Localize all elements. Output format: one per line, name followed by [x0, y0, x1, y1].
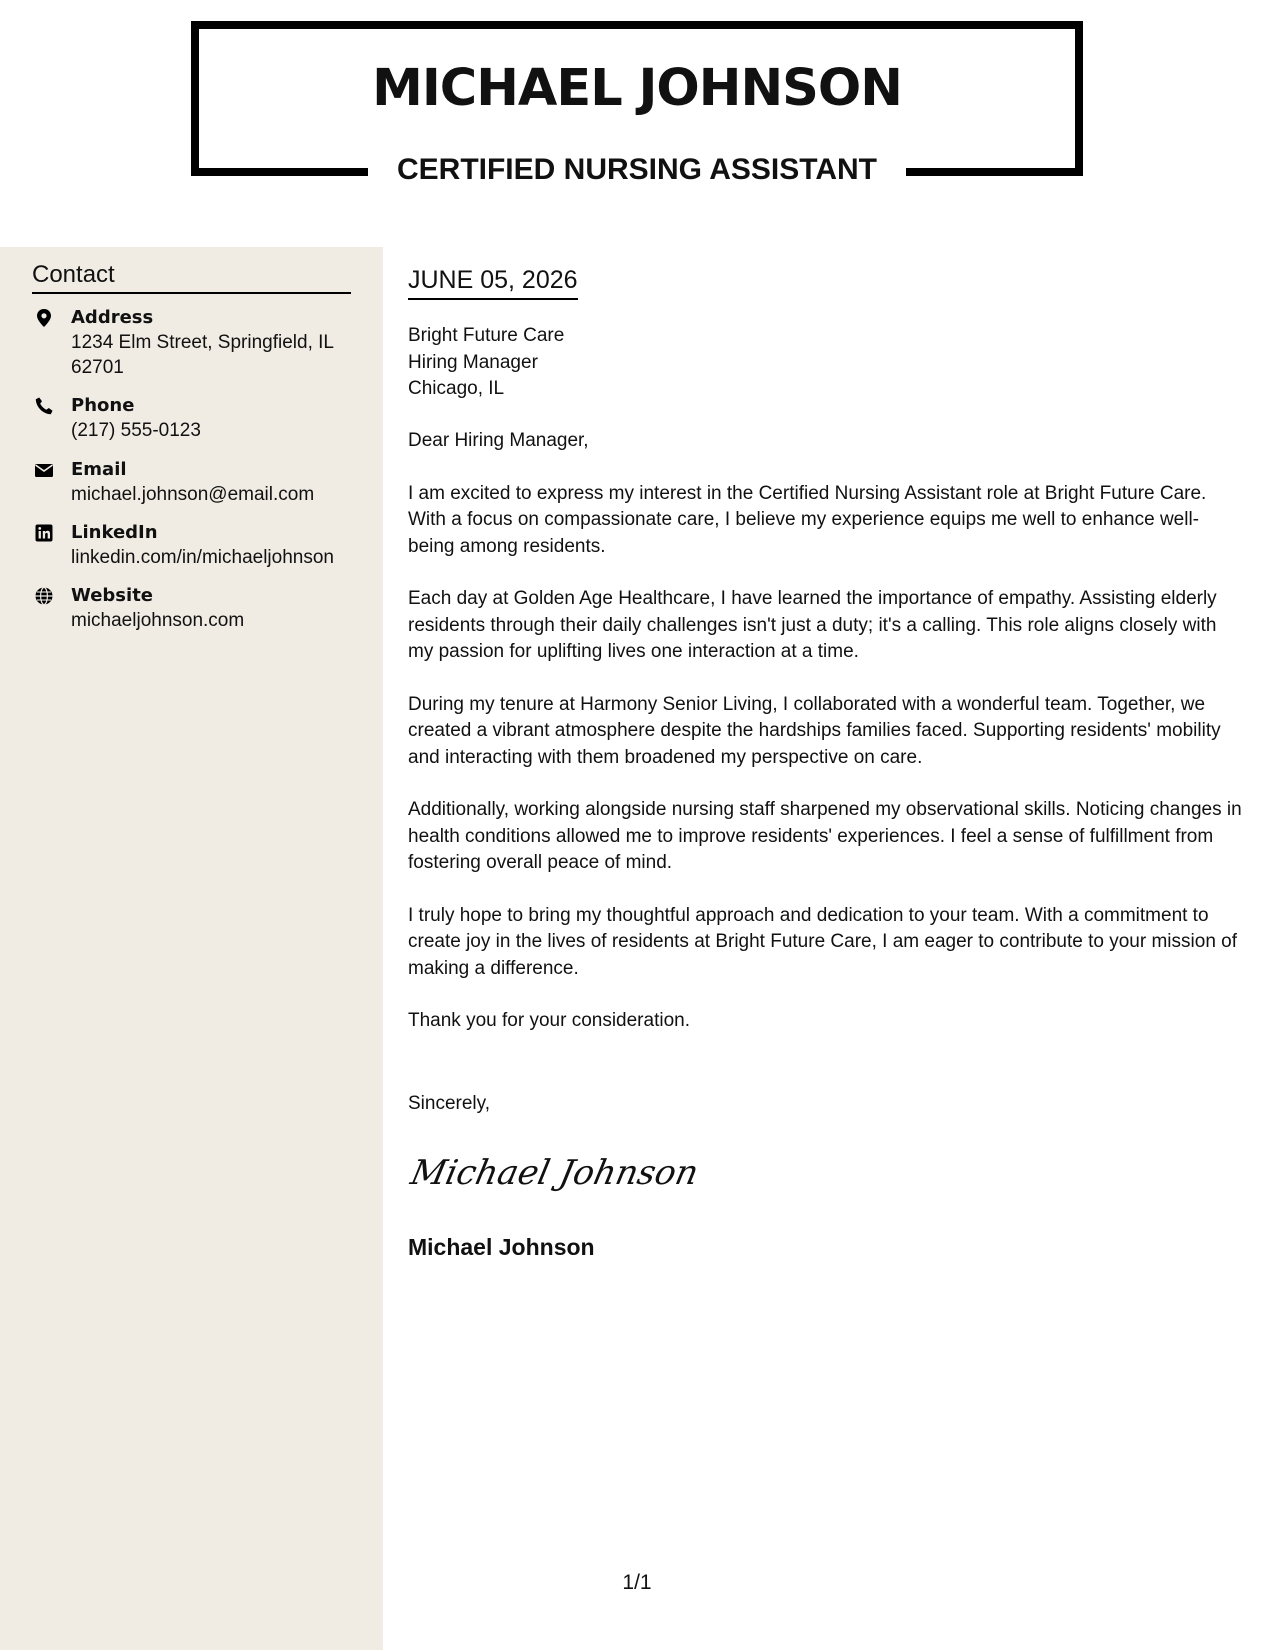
contact-label: LinkedIn — [71, 522, 158, 543]
recipient-company: Bright Future Care — [408, 325, 565, 346]
contact-value: linkedin.com/in/michaeljohnson — [71, 547, 334, 568]
letter-date: JUNE 05, 2026 — [408, 265, 578, 300]
page-number: 1/1 — [622, 1571, 652, 1594]
body-paragraph: I truly hope to bring my thoughtful approach and dedication to your team. With a commitment to create joy in the lives of residents at Bright Future Care, I am eager to contribute to your mission of making a difference. — [408, 904, 1238, 979]
contact-value: michaeljohnson.com — [71, 610, 245, 631]
phone-icon — [34, 396, 54, 416]
signer-name: Michael Johnson — [408, 1234, 595, 1260]
recipient-location: Chicago, IL — [408, 378, 505, 399]
signature-image — [407, 1142, 702, 1202]
body-paragraph: Thank you for your consideration. — [408, 1010, 690, 1031]
signature-text: Michael Johnson — [407, 1153, 702, 1193]
contact-value: 1234 Elm Street, Springfield, IL 62701 — [71, 332, 334, 378]
salutation: Dear Hiring Manager, — [408, 430, 589, 451]
linkedin-icon — [34, 523, 54, 543]
location-pin-icon — [34, 308, 54, 328]
contact-heading: Contact — [32, 261, 351, 294]
body-paragraph: Additionally, working alongside nursing staff sharpened my observational skills. Noticing changes in health conditions allowed me to improve residents' experiences. I feel a sense of fulfillment from fostering overall peace of mind. — [408, 799, 1242, 873]
globe-icon — [34, 586, 54, 606]
contact-label: Website — [71, 585, 154, 606]
body-paragraph: I am excited to express my interest in the Certified Nursing Assistant role at Bright Future Care. With a focus on compassionate care, I believe my experience equips me well to enhance well-being among residents. — [408, 482, 1207, 557]
contact-value: michael.johnson@email.com — [71, 484, 315, 505]
contact-label: Phone — [71, 395, 135, 416]
contact-value: (217) 555-0123 — [71, 420, 201, 441]
letter-body — [408, 428, 1243, 1061]
contact-label: Address — [71, 307, 154, 328]
job-title: CERTIFIED NURSING ASSISTANT — [396, 153, 877, 186]
closing: Sincerely, — [408, 1093, 491, 1114]
envelope-icon — [34, 460, 54, 480]
applicant-name: MICHAEL JOHNSON — [372, 59, 902, 118]
contact-sidebar — [0, 247, 383, 1650]
body-paragraph: Each day at Golden Age Healthcare, I have learned the importance of empathy. Assisting elderly residents through their daily challenges isn't just a duty; it's a calling. This role aligns closely with my passion for uplifting lives one interaction at a time. — [408, 588, 1217, 662]
contact-label: Email — [71, 459, 127, 480]
body-paragraph: During my tenure at Harmony Senior Living, I collaborated with a wonderful team. Together, we created a vibrant atmosphere despite the hardships families faced. Supporting residents' mobility and interacting with them broadened my perspective on care. — [408, 693, 1221, 768]
recipient-title: Hiring Manager — [408, 351, 538, 373]
recipient-block — [408, 323, 564, 403]
